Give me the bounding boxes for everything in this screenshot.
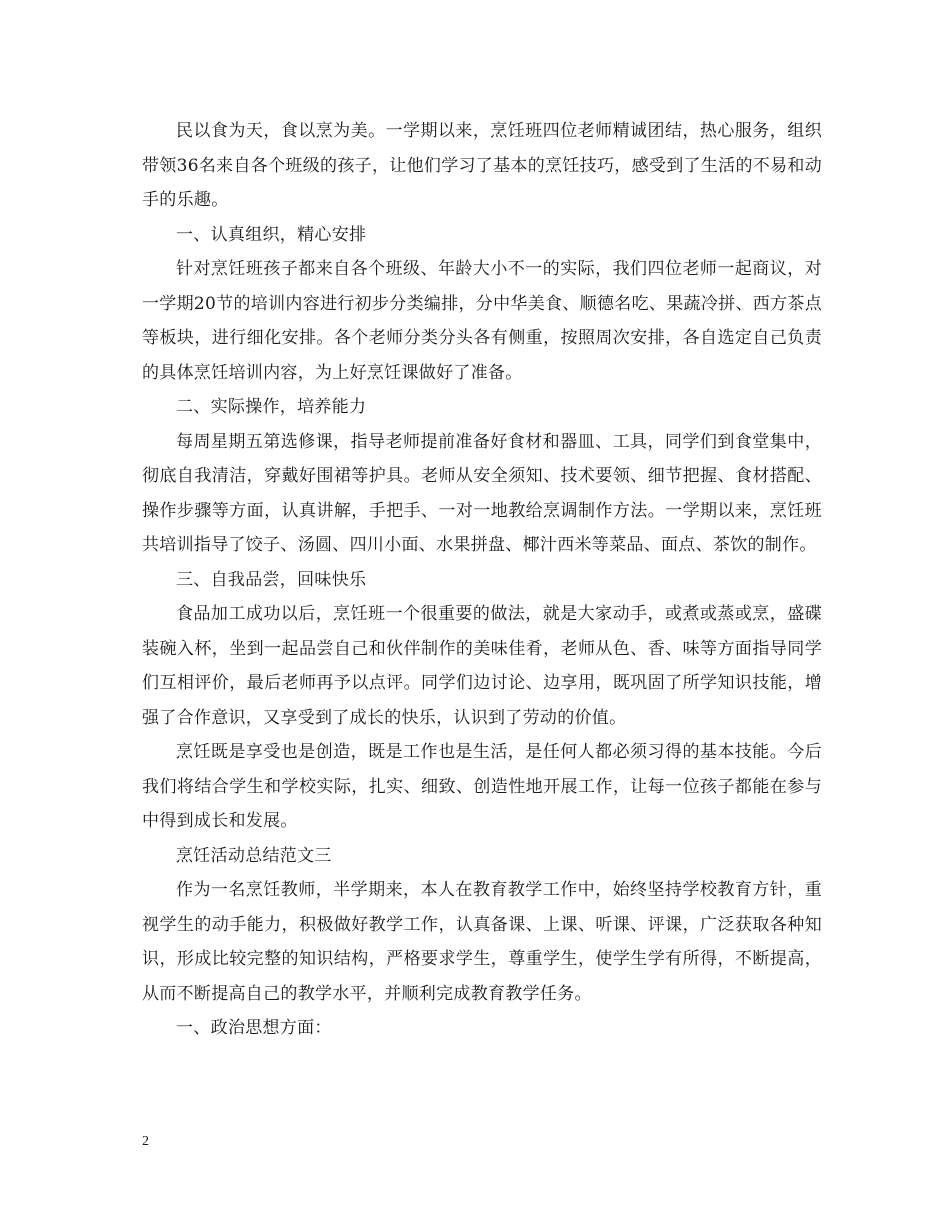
sample-three-title: 烹饪活动总结范文三 (176, 845, 332, 866)
practice-paragraph: 每周星期五第选修课，指导老师提前准备好食材和器皿、工具，同学们到食堂集中，彻底自我清洁，穿戴好围裙等护具。老师从安全须知、技术要领、细节把握、食材搭配、操作步骤等方面，认真讲解，手把手、一对一地教给烹调制作方法。一学期以来，烹饪班共培训指导了饺子、汤圆、四川小面、水果拼盘、椰汁西米等菜品、面点、茶饮的制作。 (142, 431, 822, 555)
section-heading-politics: 一、政治思想方面： (176, 1018, 332, 1038)
teacher-intro-paragraph: 作为一名烹饪教师，半学期来，本人在教育教学工作中，始终坚持学校教育方针，重视学生的动手能力，积极做好教学工作，认真备课、上课、听课、评课，广泛获取各种知识，形成比较完整的知识结构，严格要求学生，尊重学生，使学生学有所得，不断提高，从而不断提高自己的教学水平，并顺利完成教育教学任务。 (142, 880, 822, 1004)
conclusion-paragraph: 烹饪既是享受也是创造，既是工作也是生活，是任何人都必须习得的基本技能。今后我们将结合学生和学校实际，扎实、细致、创造性地开展工作，让每一位孩子都能在参与中得到成长和发展。 (142, 742, 822, 831)
page-number: 2 (142, 1134, 149, 1149)
section-heading-organize: 一、认真组织，精心安排 (176, 224, 367, 245)
document-body (142, 114, 822, 1046)
intro-paragraph: 民以食为天，食以烹为美。一学期以来，烹饪班四位老师精诚团结，热心服务，组织带领36名来自各个班级的孩子，让他们学习了基本的烹饪技巧，感受到了生活的不易和动手的乐趣。 (142, 121, 822, 210)
section-heading-practice: 二、实际操作，培养能力 (176, 397, 367, 417)
tasting-paragraph: 食品加工成功以后，烹饪班一个很重要的做法，就是大家动手，或煮或蒸或烹，盛碟装碗入杯，坐到一起品尝自己和伙伴制作的美味佳肴，老师从色、香、味等方面指导同学们互相评价，最后老师再予以点评。同学们边讨论、边享用，既巩固了所学知识技能，增强了合作意识，又享受到了成长的快乐，认识到了劳动的价值。 (142, 604, 822, 728)
organize-paragraph: 针对烹饪班孩子都来自各个班级、年龄大小不一的实际，我们四位老师一起商议，对一学期20节的培训内容进行初步分类编排，分中华美食、顺德名吃、果蔬冷拼、西方茶点等板块，进行细化安排。各个老师分类分头各有侧重，按照周次安排，各自选定自己负责的具体烹饪培训内容，为上好烹饪课做好了准备。 (142, 259, 822, 383)
section-heading-tasting: 三、自我品尝，回味快乐 (176, 569, 367, 590)
